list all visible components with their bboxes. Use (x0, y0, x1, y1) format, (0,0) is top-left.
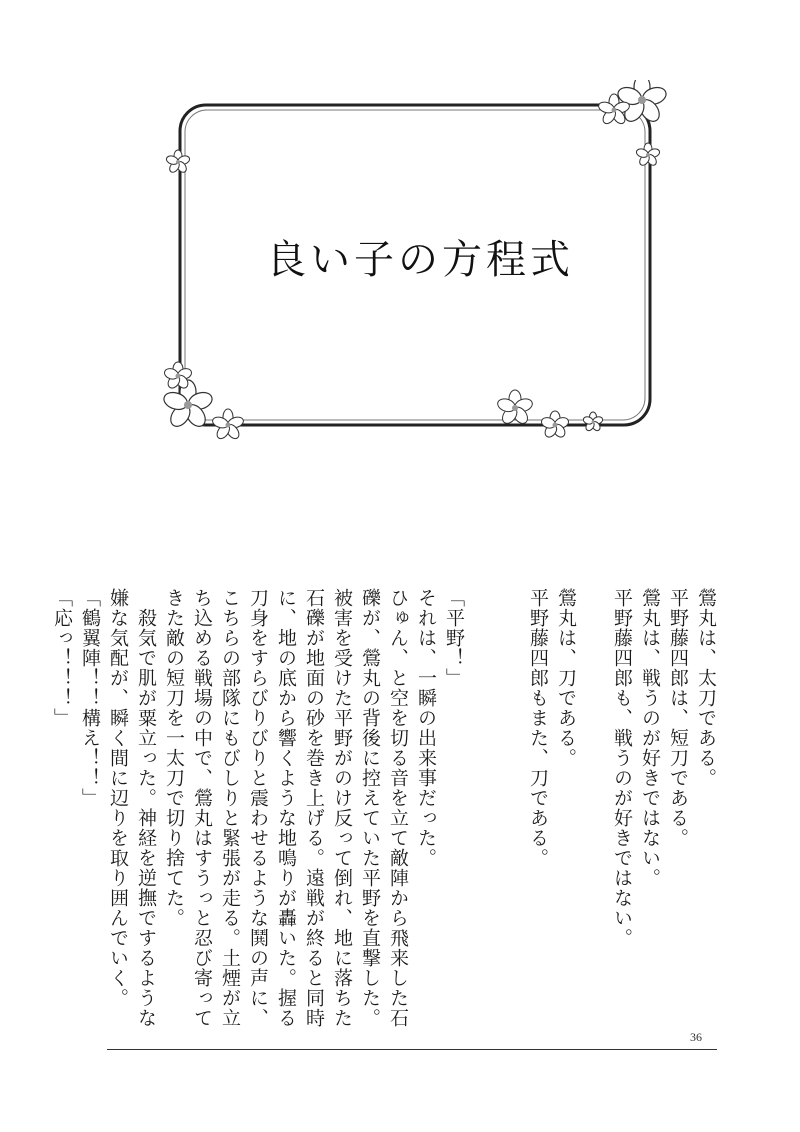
paragraph: 平野藤四郎も、戦うのが好きではない。 (611, 588, 633, 948)
paragraph: 平野藤四郎は、短刀である。 (667, 588, 689, 848)
paragraph: 「鶴翼陣！！構え！！」 (79, 588, 101, 808)
blank-line (580, 588, 608, 1038)
blank-line (496, 588, 524, 1038)
sakura-flower-icon (635, 143, 660, 167)
sakura-flower-icon (211, 409, 245, 441)
paragraph: 鶯丸は、刀である。 (555, 588, 577, 768)
paragraph: 「平野！」 (443, 588, 465, 688)
paragraph: それは、一瞬の出来事だった。 (415, 588, 437, 868)
blank-line (468, 588, 496, 1038)
body-text (51, 588, 720, 1038)
paragraph: 平野藤四郎もまた、刀である。 (527, 588, 549, 868)
page-number: 36 (690, 1030, 702, 1044)
sakura-flower-icon (540, 411, 570, 439)
paragraph: 殺気で肌が粟立った。神経を逆撫でするような嫌な気配が、瞬く間に辺りを取り囲んでいく。 (107, 588, 157, 1028)
sakura-flower-icon (582, 412, 603, 432)
paragraph: 鶯丸は、太刀である。 (695, 588, 717, 788)
sakura-flower-icon (165, 150, 190, 174)
footer-rule (107, 1049, 717, 1050)
sakura-flower-icon (496, 390, 534, 426)
paragraph: ひゅん、と空を切る音を立て敵陣から飛来した石礫が、鶯丸の背後に控えていた平野を直撃した。被害を受けた平野がのけ反って倒れ、地に落ちた石礫が地面の砂を巻き上げる。遠戦が終ると同時に、地の底から響くような地鳴りが轟いた。握る刀身をすらびりびりと震わせるような鬨の声に、こちらの部隊にもびしりと緊張が走る。土煙が立ち込める戦場の中で、鶯丸はすうっと忍び寄ってきた敵の短刀を一太刀で切り捨てた。 (163, 588, 409, 1028)
chapter-title: 良い子の方程式 (266, 237, 574, 283)
paragraph: 鶯丸は、戦うのが好きではない。 (639, 588, 661, 888)
paragraph: 「応っ！！！」 (51, 588, 73, 728)
